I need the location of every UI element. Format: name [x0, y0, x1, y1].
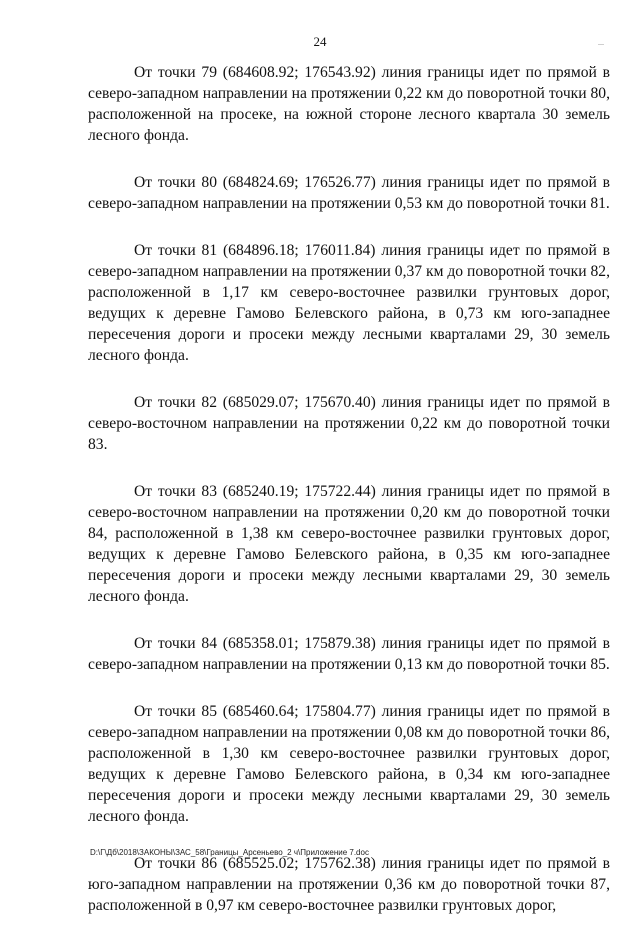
paragraph-point-84: От точки 84 (685358.01; 175879.38) линия границы идет по прямой в северо-западном направлении на протяжении 0,13 км до поворотной точки 85.: [88, 635, 610, 673]
paragraph-point-86: От точки 86 (685525.02; 175762.38) линия границы идет по прямой в юго-западном направлении на протяжении 0,36 км до поворотной точки 87, расположенной в 0,97 км северо-восточнее развилки грунтовых дорог,: [88, 855, 610, 914]
paragraph-point-82: От точки 82 (685029.07; 175670.40) линия границы идет по прямой в северо-восточном направлении на протяжении 0,22 км до поворотной точки 83.: [88, 394, 610, 453]
page-number: 24: [313, 34, 327, 49]
paragraph-point-79: От точки 79 (684608.92; 176543.92) линия границы идет по прямой в северо-западном направлении на протяжении 0,22 км до поворотной точки 80, расположенной на просеке, на южной стороне лесного квартала 30 земель лесного фонда.: [88, 64, 610, 144]
document-body: [88, 62, 610, 942]
paragraph-point-81: От точки 81 (684896.18; 176011.84) линия границы идет по прямой в северо-западном направлении на протяжении 0,37 км до поворотной точки 82, расположенной в 1,17 км северо-восточнее развилки грунтовых дорог, ведущих к деревне Гамово Белевского района, в 0,73 км юго-западнее пересечения дороги и просеки между лесными кварталами 29, 30 земель лесного фонда.: [88, 242, 610, 364]
paragraph-point-83: От точки 83 (685240.19; 175722.44) линия границы идет по прямой в северо-восточном направлении на протяжении 0,20 км до поворотной точки 84, расположенной в 1,38 км северо-восточнее развилки грунтовых дорог, ведущих к деревне Гамово Белевского района, в 0,35 км юго-западнее пересечения дороги и просеки между лесными кварталами 29, 30 земель лесного фонда.: [88, 483, 610, 605]
file-path-footer: D:\Г\Дб\2018\ЗАКОНЫ\ЗАС_58\Границы_Арсеньево_2 ч\Приложение 7.doc: [90, 848, 369, 857]
paragraph-point-80: От точки 80 (684824.69; 176526.77) линия границы идет по прямой в северо-западном направлении на протяжении 0,53 км до поворотной точки 81.: [88, 174, 610, 212]
scan-mark: [598, 44, 604, 45]
paragraph-point-85: От точки 85 (685460.64; 175804.77) линия границы идет по прямой в северо-западном направлении на протяжении 0,08 км до поворотной точки 86, расположенной в 1,30 км северо-восточнее развилки грунтовых дорог, ведущих к деревне Гамово Белевского района, в 0,34 км юго-западнее пересечения дороги и просеки между лесными кварталами 29, 30 земель лесного фонда.: [88, 703, 610, 825]
